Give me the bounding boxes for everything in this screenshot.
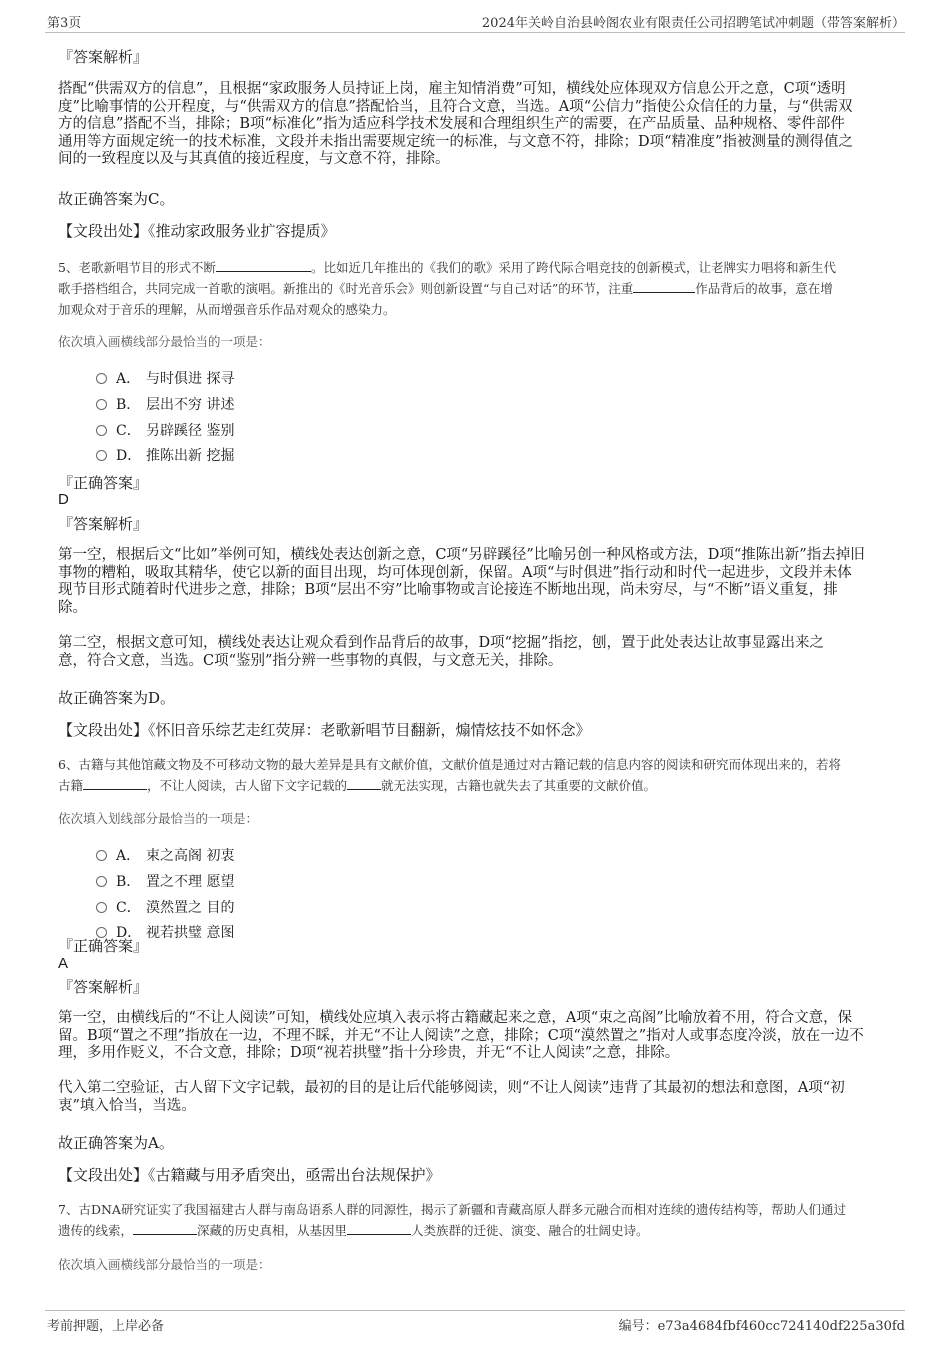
q6-question-line-1: 6、古籍与其他馆藏文物及不可移动文物的最大差异是具有文献价值，文献价值是通过对古籍记载的信息内容的阅读和研究而体现出来的，若将 — [58, 757, 841, 772]
q7-text: 人类族群的迁徙、演变、融合的壮阔史诗。 — [411, 1223, 649, 1238]
q4-analysis-line: 搭配“供需双方的信息”，且根据“家政服务人员持证上岗，雇主知情消费”可知，横线处应体现双方信息公开之意，C项“透明 — [58, 81, 846, 97]
analysis-line: 第一空，根据后文“比如”举例可知，横线处表达创新之意，C项“另辟蹊径”比喻另创一种风格或方法，D项“推陈出新”指去掉旧 — [58, 547, 865, 563]
q5-prompt: 依次填入画横线部分最恰当的一项是： — [58, 334, 271, 349]
analysis-line: 留。B项“置之不理”指放在一边，不理不睬，并无“不让人阅读”之意，排除；C项“漠然置之”指对人或事态度冷淡，放在一边不 — [58, 1027, 864, 1044]
q6-text: 就无法实现，古籍也就失去了其重要的文献价值。 — [381, 778, 657, 793]
q6-analysis-para-1 — [58, 1010, 864, 1063]
q6-question-line-2 — [58, 775, 841, 796]
q5-option-a[interactable] — [96, 368, 234, 388]
option-letter: D． — [116, 925, 142, 941]
q4-analysis-paragraph — [58, 81, 853, 169]
q5-text: 。比如近几年推出的《我们的歌》采用了跨代际合唱竞技的创新模式，让老牌实力唱将和新生代 — [310, 260, 836, 275]
option-letter: C． — [116, 900, 141, 916]
analysis-line: 除。 — [58, 599, 87, 616]
q7-text: 深藏的历史真相，从基因里 — [197, 1223, 348, 1238]
q6-blank-2 — [347, 778, 381, 790]
q6-text: ，不让人阅读，古人留下文字记载的 — [147, 778, 348, 793]
q4-analysis-line: 通用等方面规定统一的技术标准，文段并未指出需要规定统一的标准，与文意不符，排除；D项“精准度”指被测量的测得值之 — [58, 133, 853, 150]
analysis-line: 事物的糟粕，吸取其精华，使它以新的面目出现，均可体现创新，保留。A项“与时俱进”指行动和时代一起进步，文段并未体 — [58, 564, 852, 581]
q6-option-b[interactable] — [96, 871, 234, 891]
radio-icon[interactable] — [96, 399, 107, 410]
q5-text: 作品背后的故事，意在增 — [695, 281, 833, 296]
analysis-line: 现节目形式随着时代进步之意，排除；B项“层出不穷”比喻事物或言论接连不断地出现，尚未穷尽，与“不断”语义重复，排 — [58, 582, 838, 598]
q4-analysis-line: 方的信息”搭配不当，排除；B项“标准化”指为适应科学技术发展和合理组织生产的需要，在产品质量、品种规格、零件部件 — [58, 116, 845, 132]
q5-conclusion: 故正确答案为D。 — [58, 689, 176, 707]
q5-question-line-2 — [58, 278, 836, 299]
document-title: 2024年关岭自治县岭阁农业有限责任公司招聘笔试冲刺题（带答案解析） — [481, 16, 905, 31]
q7-prompt: 依次填入画横线部分最恰当的一项是： — [58, 1257, 271, 1272]
document-id: 编号：e73a4684fbf460cc724140df225a30fd — [618, 1319, 905, 1334]
q6-text: 古籍 — [58, 778, 84, 793]
radio-icon[interactable] — [96, 425, 107, 436]
option-text: 与时俱进 探寻 — [146, 371, 235, 387]
radio-icon[interactable] — [96, 850, 107, 861]
q5-analysis-para-1 — [58, 547, 865, 617]
page-header — [45, 10, 905, 33]
q4-analysis-label: 『答案解析』 — [58, 48, 149, 66]
q7-blank-1 — [133, 1223, 197, 1235]
option-letter: B． — [116, 397, 141, 413]
analysis-line: 代入第二空验证，古人留下文字记载，最初的目的是让后代能够阅读，则“不让人阅读”违背了其最初的想法和意图，A项“初 — [58, 1080, 845, 1096]
q5-option-d[interactable] — [96, 445, 234, 465]
q6-prompt: 依次填入划线部分最恰当的一项是： — [58, 811, 259, 826]
radio-icon[interactable] — [96, 373, 107, 384]
q7-blank-2 — [347, 1223, 411, 1235]
q7-text: 遗传的线索， — [58, 1223, 134, 1238]
q5-analysis-label: 『答案解析』 — [58, 515, 149, 533]
q6-blank-1 — [83, 778, 147, 790]
q6-answer: A — [58, 955, 69, 972]
q5-answer-label: 『正确答案』 — [58, 474, 149, 492]
option-letter: B． — [116, 874, 141, 890]
option-text: 推陈出新 挖掘 — [146, 448, 235, 464]
q5-text: 5、老歌新唱节目的形式不断 — [58, 260, 216, 275]
option-letter: A． — [116, 371, 141, 387]
option-text: 束之高阁 初衷 — [146, 848, 235, 864]
radio-icon[interactable] — [96, 876, 107, 887]
q5-text: 歌手搭档组合，共同完成一首歌的演唱。新推出的《时光音乐会》则创新设置“与自己对话”的环节，注重 — [58, 281, 634, 296]
analysis-line: 第一空，由横线后的“不让人阅读”可知，横线处应填入表示将古籍藏起来之意，A项“束之高阁”比喻放着不用，符合文意，保 — [58, 1010, 853, 1026]
q6-analysis-label: 『答案解析』 — [58, 978, 149, 996]
analysis-line: 第二空，根据文意可知，横线处表达让观众看到作品背后的故事，D项“挖掘”指挖，刨，置于此处表达让故事显露出来之 — [58, 635, 824, 651]
radio-icon[interactable] — [96, 902, 107, 913]
q5-blank-2 — [633, 281, 695, 293]
page-number: 第3页 — [47, 16, 82, 31]
q7-question — [58, 1199, 846, 1241]
radio-icon[interactable] — [96, 450, 107, 461]
analysis-line: 理，多用作贬义，不合文意，排除；D项“视若拱璧”指十分珍贵，并无“不让人阅读”之意，排除。 — [58, 1045, 680, 1061]
analysis-line: 衷”填入恰当，当选。 — [58, 1097, 196, 1114]
q6-source: 【文段出处】《古籍藏与用矛盾突出，亟需出台法规保护》 — [58, 1166, 441, 1184]
option-text: 漠然置之 目的 — [146, 900, 235, 916]
option-letter: A． — [116, 848, 141, 864]
analysis-line: 意，符合文意，当选。C项“鉴别”指分辨一些事物的真假，与文意无关，排除。 — [58, 652, 563, 669]
q5-source: 【文段出处】《怀旧音乐综艺走红荧屏：老歌新唱节目翻新，煽情炫技不如怀念》 — [58, 721, 591, 739]
q5-question-line-1 — [58, 257, 836, 278]
q6-answer-label: 『正确答案』 — [58, 937, 149, 955]
option-text: 视若拱璧 意图 — [146, 925, 235, 941]
q5-answer: D — [58, 491, 69, 508]
q4-analysis-line: 间的一致程度以及与其真值的接近程度，与文意不符，排除。 — [58, 151, 450, 167]
option-text: 层出不穷 讲述 — [146, 397, 235, 413]
q5-option-c[interactable] — [96, 420, 234, 440]
q4-source: 【文段出处】《推动家政服务业扩容提质》 — [58, 222, 336, 240]
q5-question-line-3: 加观众对于音乐的理解，从而增强音乐作品对观众的感染力。 — [58, 302, 396, 317]
q6-option-c[interactable] — [96, 897, 234, 917]
q7-question-line-2 — [58, 1220, 846, 1241]
q5-option-b[interactable] — [96, 394, 234, 414]
option-letter: C． — [116, 423, 141, 439]
q6-option-a[interactable] — [96, 845, 234, 865]
page-footer — [45, 1310, 905, 1335]
option-text: 另辟蹊径 鉴别 — [146, 423, 235, 439]
q5-question — [58, 257, 836, 320]
q5-blank-1 — [216, 260, 311, 272]
q4-analysis-line: 度”比喻事情的公开程度，与“供需双方的信息”搭配恰当，且符合文意，当选。A项“公信力”指使公众信任的力量，与“供需双 — [58, 98, 853, 115]
option-text: 置之不理 愿望 — [146, 874, 235, 890]
q4-conclusion: 故正确答案为C。 — [58, 190, 175, 208]
footer-slogan: 考前押题，上岸必备 — [47, 1319, 165, 1334]
q6-analysis-para-2 — [58, 1080, 845, 1115]
option-letter: D． — [116, 448, 142, 464]
q5-analysis-para-2 — [58, 635, 824, 670]
q7-question-line-1: 7、古DNA研究证实了我国福建古人群与南岛语系人群的同源性，揭示了新疆和青藏高原人群多元融合而相对连续的遗传结构等，帮助人们通过 — [58, 1202, 846, 1217]
q6-conclusion: 故正确答案为A。 — [58, 1134, 174, 1152]
q6-question — [58, 754, 841, 796]
